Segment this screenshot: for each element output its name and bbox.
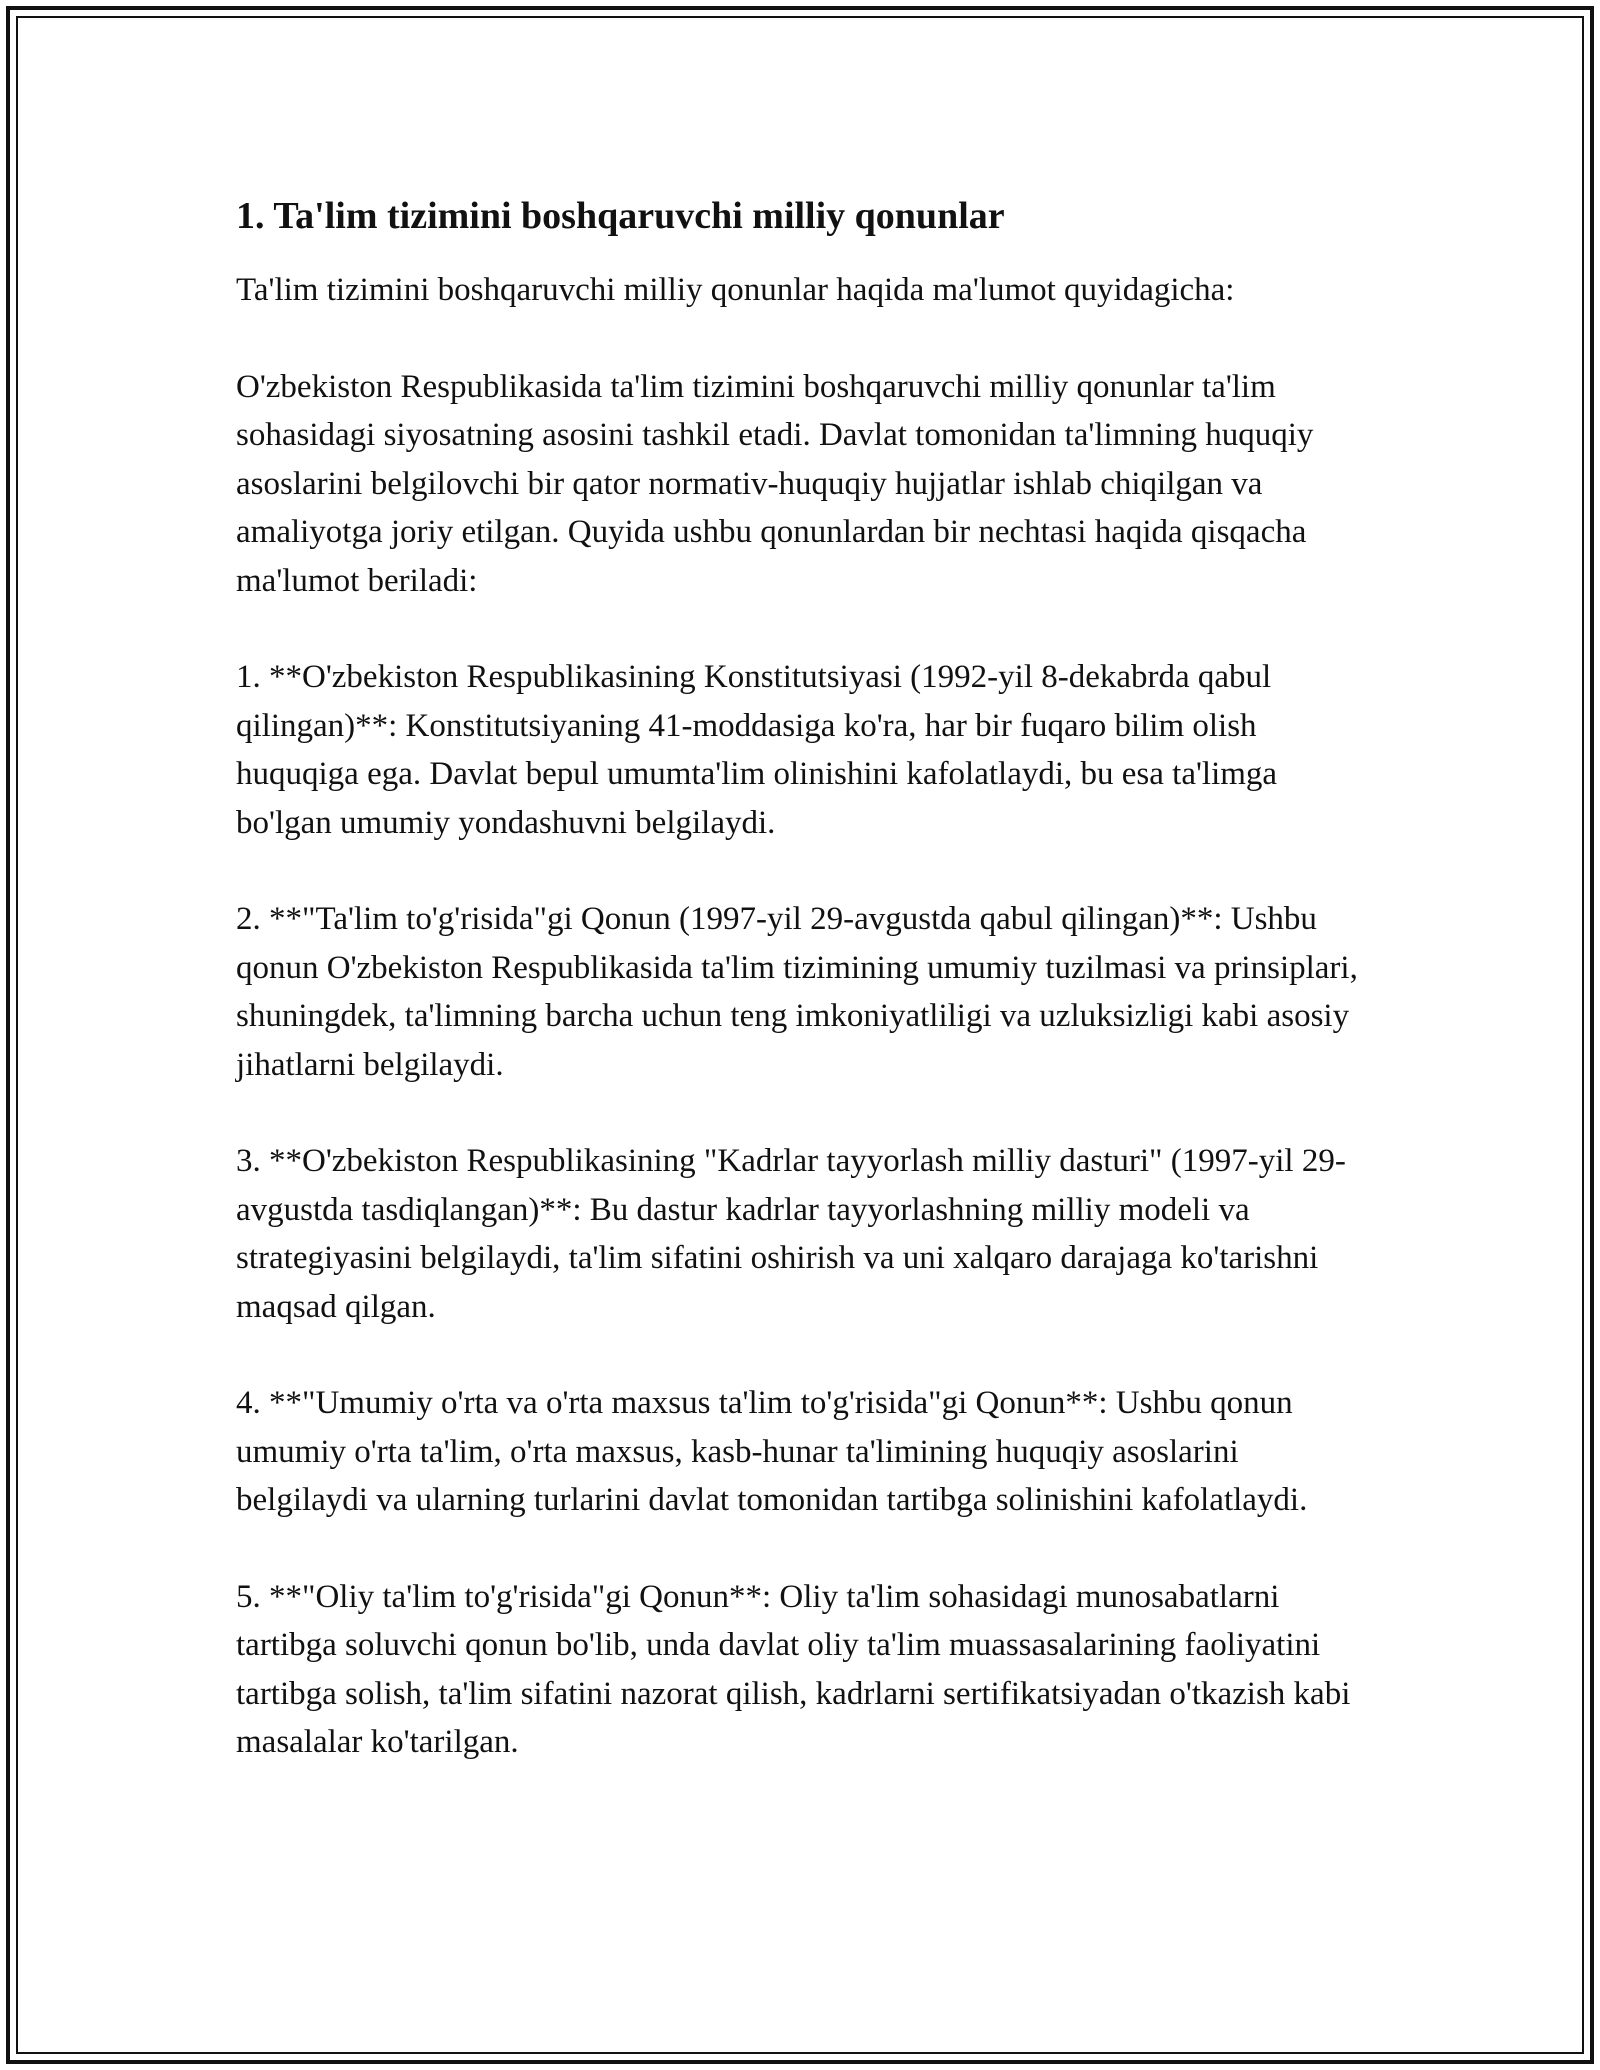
law-item-1: 1. **O'zbekiston Respublikasining Konstitutsiyasi (1992-yil 8-dekabrda qabul qilingan)**: Konstitutsiyaning 41-moddasiga ko'ra, har bir fuqaro bilim olish huquqiga ega. Davlat bepul umumta'lim olinishini kafolatlaydi, bu esa ta'limga bo'lgan umumiy yondashuvni belgilaydi. bbox=[236, 659, 1278, 841]
document-body bbox=[236, 190, 1366, 1815]
intro-paragraph: Ta'lim tizimini boshqaruvchi milliy qonunlar haqida ma'lumot quyidagicha: bbox=[236, 272, 1235, 308]
overview-paragraph: O'zbekiston Respublikasida ta'lim tizimini boshqaruvchi milliy qonunlar ta'lim sohasidagi siyosatning asosini tashkil etadi. Davlat tomonidan ta'limning huquqiy asoslarini belgilovchi bir qator normativ-huquqiy hujjatlar ishlab chiqilgan va amaliyotga joriy etilgan. Quyida ushbu qonunlardan bir nechtasi haqida qisqacha ma'lumot beriladi: bbox=[236, 368, 1314, 599]
document-title: 1. Ta'lim tizimini boshqaruvchi milliy qonunlar bbox=[236, 195, 1005, 237]
law-item-4: 4. **"Umumiy o'rta va o'rta maxsus ta'lim to'g'risida"gi Qonun**: Ushbu qonun umumiy o'rta ta'lim, o'rta maxsus, kasb-hunar ta'limining huquqiy asoslarini belgilaydi va ularning turlarini davlat tomonidan tartibga solinishini kafolatlaydi. bbox=[236, 1385, 1308, 1518]
law-item-3: 3. **O'zbekiston Respublikasining "Kadrlar tayyorlash milliy dasturi" (1997-yil 29-avgustda tasdiqlangan)**: Bu dastur kadrlar tayyorlashning milliy modeli va strategiyasini belgilaydi, ta'lim sifatini oshirish va uni xalqaro darajaga ko'tarishni maqsad qilgan. bbox=[236, 1143, 1346, 1325]
law-item-2: 2. **"Ta'lim to'g'risida"gi Qonun (1997-yil 29-avgustda qabul qilingan)**: Ushbu qonun O'zbekiston Respublikasida ta'lim tizimining umumiy tuzilmasi va prinsiplari, shuningdek, ta'limning barcha uchun teng imkoniyatliligi va uzluksizligi kabi asosiy jihatlarni belgilaydi. bbox=[236, 901, 1358, 1083]
law-item-5: 5. **"Oliy ta'lim to'g'risida"gi Qonun**: Oliy ta'lim sohasidagi munosabatlarni tartibga soluvchi qonun bo'lib, unda davlat oliy ta'lim muassasalarining faoliyatini tartibga solish, ta'lim sifatini nazorat qilish, kadrlarni sertifikatsiyadan o'tkazish kabi masalalar ko'tarilgan. bbox=[236, 1578, 1351, 1760]
